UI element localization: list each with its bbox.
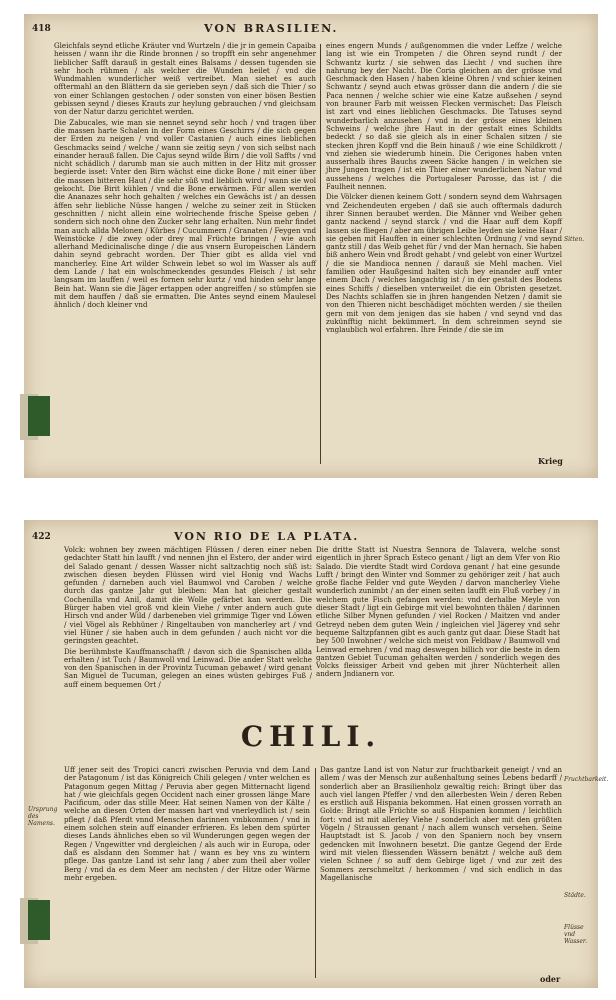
book-page-rio-de-la-plata — [24, 520, 609, 988]
chili-left-column — [64, 766, 310, 980]
margin-note-left: Ursprung des Namens. — [28, 806, 58, 827]
section-title: CHILI. — [240, 720, 382, 753]
paragraph: Volck: wohnen bey zween mächtigen Flüssen / deren einer neben gedachter Statt hin laufft / vnd nennen jhn el Estero, der ander wird del Salado genant / dessen Wasser nicht saltzachtig noch süß ist: zwischen diesen beyden Flüssen wird viel Honig vnd Wachs gefunden / darneben auch viel Baumwol vnd Caroben / welche durch das gantze Jahr gut bleiben: Man hat gleicher gestalt Cochenilla vnd Anil, damit die Wolle gefärbet kan werden. Die Bürger haben viel groß vnd klein Viehe / vnter andern auch gute Hirsch vnd ander Wild / darbeneben viel grimmige Tiger vnd Löwen / viel Vögel als Rebhüner / Ringeltauben von mancherley art / vnd viel Hüner / sie haben auch in dem gefunden / auch nicht vor die geringsten geachtet. — [64, 545, 312, 646]
paragraph: eines engern Munds / außgenommen die vnder Leffze / welche lang ist wie ein Trompeten / die Ohren seynd rundt / der Schwantz kurtz / sie sehwen das Liecht / vnd suchen ihre nahrung bey der Nacht. Die Coria gleichen an der grösse vnd Geschmack den Hasen / haben kleine Ohren / vnd schier keinen Schwantz / seynd auch etwas grösser dann die andern / die sie Paca nennen / welche schier wie eine Katze außsehen / seynd von brauner Farb mit weissen Flecken vermischet: Das Fleisch ist zart vnd eines lieblichen Geschmacks. Die Tatuses seynd wunderbarlich anzusehen / vnd in der grösse eines kleinen Schweins / welche jhre Haut in der gestalt eines Schildts bedeckt / so daß sie gleich als in einer Schalen sitzen / sie stecken jhren Kopff vnd die Bein hinauß / wie eine Schildkrott / vnd ziehen sie wiederumb hinein. Die Cerigones haben vnten ausserhalb ihres Bauchs zween Säcke hangen / in welchen sie jhre Jungen tragen / ist ein Thier einer wunderlichen Natur vnd aussehens / welches die Portugaleser Parosse, das ist / die Faulheit nennen. — [326, 41, 562, 192]
green-mount-tab — [28, 900, 50, 940]
paragraph: Die berühmbste Kauffmanschafft / davon sich die Spanischen allda erhalten / ist Tuch / Baumwoll vnd Leinwad. Die ander Statt welche von den Spanischen in der Provintz Tucuman gebawet / wird genant San Miguel de Tucuman, gelegen an eines wüsten gebirges Fuß / auff einem bequemen Ort / — [64, 646, 312, 689]
catchword: oder — [540, 974, 561, 984]
running-head: VON BRASILIEN. — [204, 22, 339, 35]
paragraph: Uff jener seit des Tropici cancri zwischen Peruvia vnd dem Land der Patagonum / ist das Königreich Chili gelegen / vnter welchen es Patagonum gegen Mittag / Peruvia aber gegen Mitternacht ligend hat / wie gleichfals gegen Occident nach einer grossen länge Mare Pacificum, oder das stille Meer. Hat seinen Namen von der Kälte / welche an diesen Orten der massen hart vnd vnerleydlich ist / sein pflegt / daß Pferdt vnnd Menschen darinnen vmbkommen / vnd in einem solchen stein auff einander erfrieren. Es leben dem spürter dieses Lands ähnliches eben so vil Wunderungen gegen wegen der Regen / Vngewitter vnd dergleichen / als auch wir in Europa, oder daß es alsdann den Sommer hat / wann es bey vns zu wintern pflege. Das gantze Land ist sehr lang / aber zum theil aber voller Berg / vnd da es dem Meer am nechsten / der Hitze oder Wärme mehr ergeben. — [64, 765, 310, 882]
left-text-column — [54, 42, 316, 462]
running-head: VON RIO DE LA PLATA. — [174, 530, 360, 543]
page-number: 418 — [32, 24, 51, 34]
paragraph: Die Zabucales, wie man sie nennet seynd sehr hoch / vnd tragen über die massen harte Schalen in der Form eines Geschirrs / die sich gegen der Erden zu neigen / vnd voller Castanien / auch eines lieblichen Geschmacks seind / welche / wann sie zeitig seyn / von sich selbst nach einander herauß fallen. Die Cajus seynd wilde Birn / die voll Saffts / vnd nicht schädlich / darumb man sie auch mitten in der Hitz mit grosser begierde isset: Vnter den Birn wächst eine dicke Bone / mit einer über die massen bitteren Haut / die sehr süß vnd lieblich wird / wann sie wol gekocht. Die Birit kühlen / vnd die Bone erwärmen. Für allen werden die Ananazes sehr hoch gehalten / welches ein Gewächs ist / an dessen äffen sehr liebliche Nüsse hangen / welche zu seiner zeit in Stücken geschnitten / nicht allein eine wolriechende frische Speise geben / sondern sich noch ohne den Zucker sehr lang erhalten. Nun mehr findet man auch allda Melonen / Kürbes / Cucummern / Granaten / Feygen vnd Weinstöcke / die zwey oder drey mal Früchte bringen / wie auch allerhand Medicinalische dinge / die aus vnsern Europeischen Ländern dahin seynd gebracht worden. Der Thier gibt es allda viel vnd mancherley. Eine Art wilder Schwein lebet so wol im Wasser als auff dem Lande / hat ein wolschmeckendes gesundes Fleisch / ist sehr langsam im lauffen / weil es fornen sehr kurtz / vnd hinden sehr lange Bein hat. Wann sie die Jäger ertappen oder angreiffen / so stümpfen sie mit dem hauffen / daß sie ermatten. Die Antes seynd einem Maulesel ähnlich / doch kleiner vnd — [54, 117, 316, 310]
right-text-column — [316, 546, 560, 714]
page-number: 422 — [32, 532, 51, 542]
column-divider — [320, 44, 321, 464]
margin-note-right-1: Fruchtbarkeit. — [564, 776, 609, 783]
right-text-column — [326, 42, 562, 462]
catchword: Krieg — [538, 456, 563, 466]
column-divider — [315, 768, 316, 978]
paragraph: Gleichfals seynd etliche Kräuter vnd Wurtzeln / die jr in gemein Capaiba heissen / wann ihr die Rinde bronnen / so tropfft ein sehr angenehmer lieblicher Safft darauß in gestalt eines Balsams / dessen tugenden sie sehr hoch rühmen / als welcher die Wunden heilet / vnd die Wundmahlen wunderlicher weiß vertreibet. Man siehet es auch offtermahl an den Blättern da sie gerieben seyn / daß sich die Thier / so von einer Schlangen gestochen / oder sonsten von einer bösen Bestien gebissen seynd / dieses Krauts zur heylung gebrauchen / vnd gleichsam von der Natur darzu gerichtet werden. — [54, 41, 316, 117]
margin-note-right-3: Flüsse vnd Wasser. — [564, 924, 588, 945]
book-page-brasilien — [24, 14, 598, 478]
chili-right-column — [320, 766, 562, 980]
margin-note-right-2: Städte. — [564, 892, 586, 899]
green-mount-tab — [28, 396, 50, 436]
left-text-column — [64, 546, 312, 714]
paragraph: Das gantze Land ist von Natur zur fruchtbarkeit geneigt / vnd an allem / was der Mensch zur außenhaltung seines Lebens bedarff / sonderlich aber an Brasilienholz gewaltig reich: Bringt über das auch viel langen Pfeffer / vnd den allerbesten Wein / deren Reben es erstlich auß Hispania bekommen. Hat einen grossen vorrath an Golde: Bringt alle Früchte so auß Hispanien kommen / leichtlich fort: vnd ist mit allerley Viehe / sonderlich aber mit den größten Vögeln / Straussen genant / nach allem wunsch versehen. Seine Hauptstadt ist S. Jacob / von den Spaniern noch bey vnsern gedencken mit Inwohnern besetzt. Die gantze Gegend der Erde wird mit vielen fliessenden Wässern benätzt / welche auß dem vielen Schnee / so auff dem Gebirge liget / vnd zur zeit des Sommers zerschmeltzt / herkommen / vnd sich endlich in das Magellanische — [320, 765, 562, 882]
margin-note: Sitten. — [564, 236, 585, 243]
paragraph: Die dritte Statt ist Nuestra Sennora de Talavera, welche sonst eigentlich in jhrer Sprach Esteco genant / ligt an dem Vfer von Rio Salado. Die vierdte Stadt wird Cordova genant / hat eine gesunde Lufft / bringt den Winter vnd Sommer zu gehöriger zeit / hat auch große flache Felder vnd gute Weyden / darvon mancherley Viehe wunderlich zunimbt / an der einen seiten laufft ein Fluß vorbey / in welchem gute Fisch gefangen werden: vnd derhalbe Meyle von dieser Stadt / ligt ein Gebirge mit viel bewohnten thälen / darinnen etliche Silber Mynen gefunden / viel Rocken / Maitzen vnd ander Getreyd neben dem guten Wein / ingleichen viel Jägerey vnd sehr bequeme Saltzpfannen gibt es auch gantz gut daar. Diese Stadt hat bey 500 Inwohner / welche sich meist von Feldbaw / Baumwoll vnd Leinwad ernehren / vnd mag deswegen billich vor die beste in dem gantzen Gebiet Tucuman gehalten werden / sonderlich wegen des Volcks fleissiger Arbeit vnd geben mit jhrer Nüchterheit allen andern Jndianern vor. — [316, 545, 560, 679]
paragraph: Die Völcker dienen keinem Gott / sondern seynd dem Wahrsagen vnd Zeichendeuten ergeben / daß sie auch offtermals dadurch ihrer Sinnen beraubet werden. Die Männer vnd Weiber gehen gantz nackend / seynd starck / vnd die Haar auff dem Kopff lassen sie fliegen / aber am übrigen Leibe leyden sie keine Haar / sie geben mit Hauffen in einer schlechten Ordnung / vnd seynd gantz still / das Weib gehet für / vnd der Man hernach. Sie haben biß anhero Wein vnd Brodt gehabt / vnd gelebt von einer Wurtzel / die sie Mandioca nennen / darauß sie Mehl machen. Viel familien oder Haußgesind halten sich bey einander auff vnter einem Dach / welches langachtig ist / in der gestalt des Bodens eines Schiffs / dieselben vnterweilet die ein Obristen gesetzet. Des Nachts schlaffen sie in jhren hangenden Netzen / damit sie von den Thieren nicht beschädiget möchten werden / sie theilen gern mit von dem jenigen das sie haben / vnd seynd vnd das zukünfftig nicht bekümmert. In dem schreinmen seynd sie vnglaublich wol erfahren. Ihre Feinde / die sie im — [326, 192, 562, 335]
